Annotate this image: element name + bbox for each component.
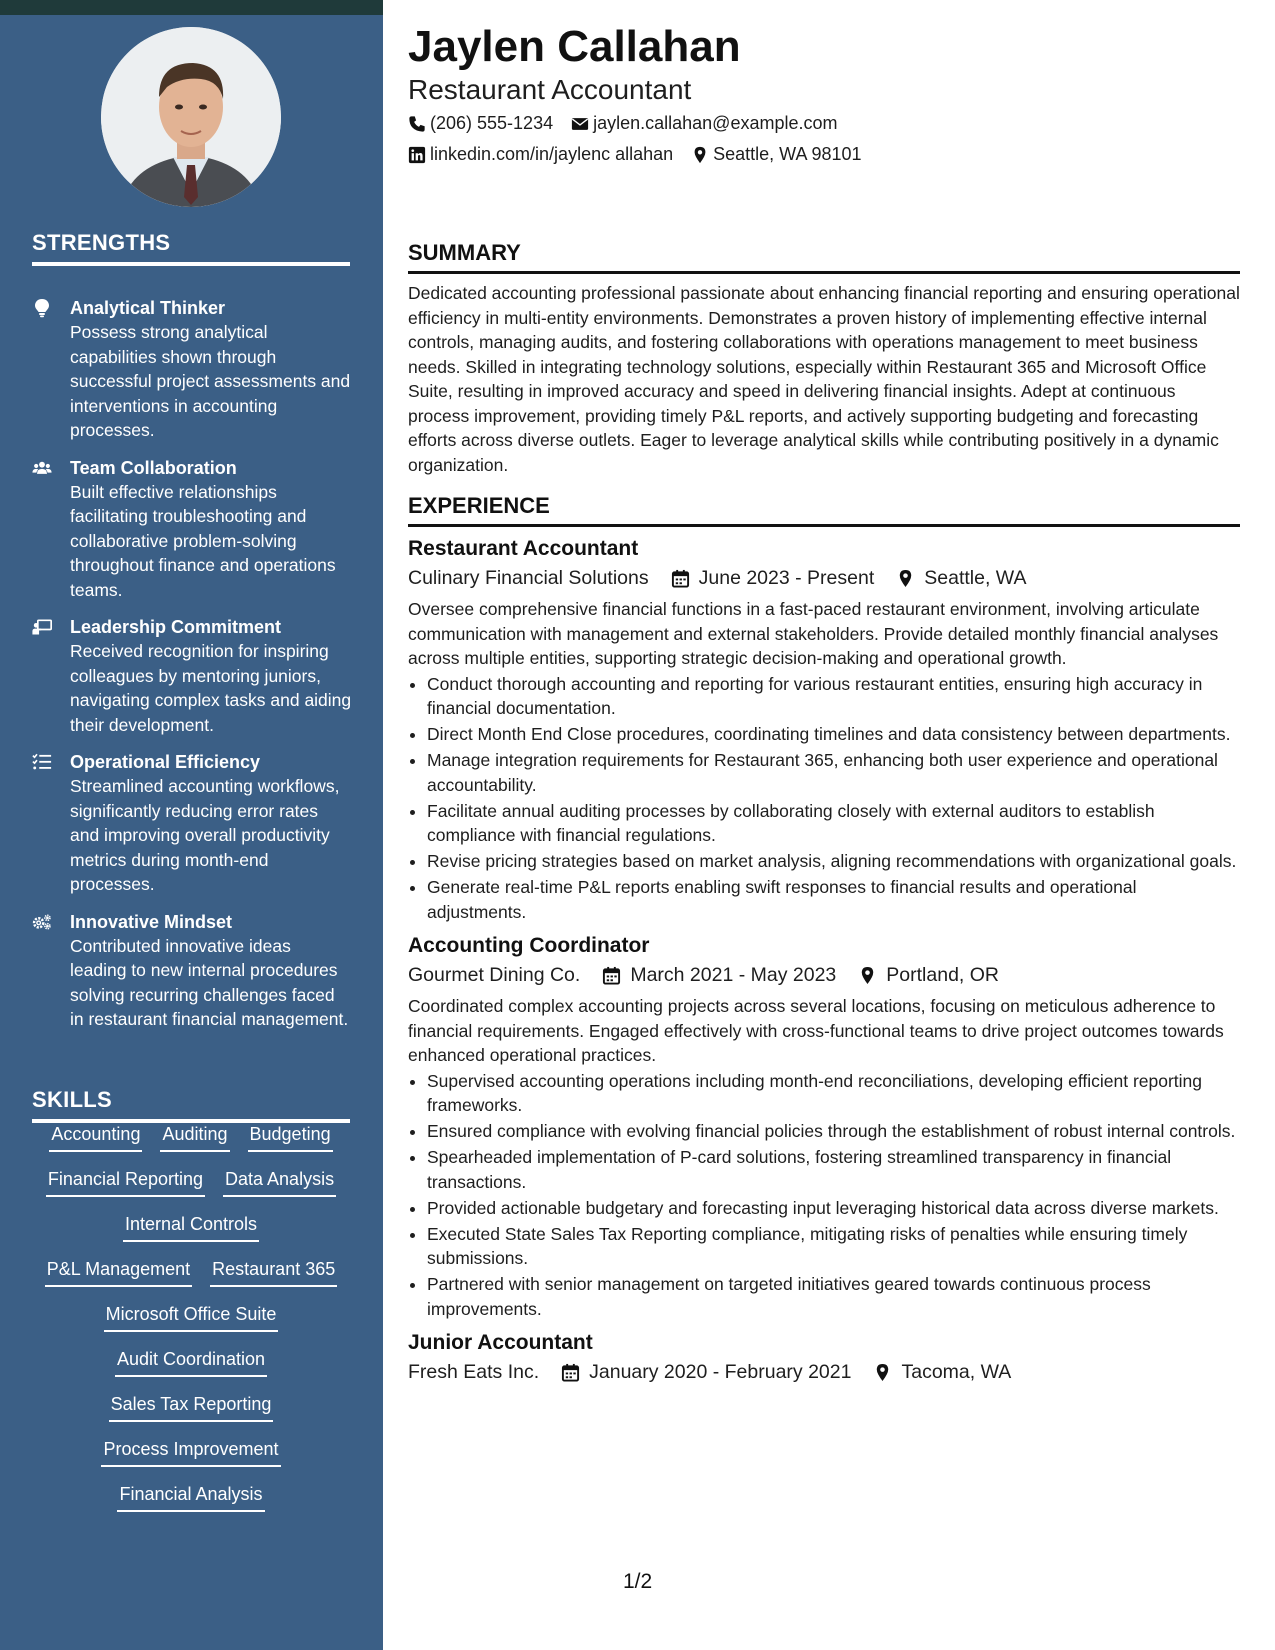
job-title: Accounting Coordinator (408, 934, 650, 957)
map-pin-icon (873, 1363, 892, 1382)
job-description: Oversee comprehensive financial functions in a fast-paced restaurant environment, involving articulate communication with management and external stakeholders. Provide detailed monthly financial analyses across multiple entities, supporting strategic decision-making and operational growth. (408, 599, 1219, 668)
contact-location (691, 144, 861, 165)
job-entry (408, 932, 1240, 1321)
linkedin-icon (408, 146, 426, 164)
phone-number: (206) 555-1234 (430, 113, 554, 133)
experience-heading: EXPERIENCE (408, 493, 1240, 527)
strength-title: Leadership Commitment (70, 617, 282, 637)
job-meta (408, 563, 1240, 593)
job-bullets (408, 1069, 1240, 1322)
job-dates: March 2021 - May 2023 (630, 964, 837, 986)
job-location: Portland, OR (886, 964, 999, 986)
job-bullet: • Provided actionable budgetary and forecasting input leveraging historical data across diverse markets. (427, 1196, 1240, 1221)
candidate-title: Restaurant Accountant (408, 74, 692, 105)
skill-tag: Internal Controls (123, 1212, 259, 1242)
skill-tag: Sales Tax Reporting (109, 1392, 274, 1422)
envelope-icon (571, 115, 589, 133)
job-bullet: • Partnered with senior management on targeted initiatives geared towards continuous process improvements. (427, 1272, 1240, 1321)
strength-item (32, 750, 352, 897)
strength-title: Innovative Mindset (70, 911, 233, 932)
skill-tag: Data Analysis (223, 1167, 336, 1197)
skill-tag: Microsoft Office Suite (104, 1302, 279, 1332)
contact-row (408, 113, 856, 134)
skill-tag: Restaurant 365 (210, 1257, 337, 1287)
map-pin-icon (691, 146, 709, 164)
calendar-icon (671, 569, 690, 588)
skill-tag: Process Improvement (101, 1437, 280, 1467)
strength-item (32, 615, 352, 737)
map-pin-icon (896, 569, 915, 588)
lightbulb-icon (32, 296, 70, 443)
job-location: Tacoma, WA (901, 1361, 1012, 1383)
skill-tag: Audit Coordination (115, 1347, 267, 1377)
job-title: Restaurant Accountant (408, 537, 639, 560)
company-name: Fresh Eats Inc. (408, 1361, 540, 1383)
job-bullet: • Direct Month End Close procedures, coordinating timelines and data consistency between departments. (427, 722, 1240, 747)
job-location: Seattle, WA (924, 567, 1027, 589)
skills-heading: SKILLS (32, 1087, 350, 1123)
experience-section (408, 493, 1240, 1391)
strengths-heading: STRENGTHS (32, 230, 350, 266)
job-bullet: • Ensured compliance with evolving financial policies through the establishment of robust internal controls. (427, 1119, 1240, 1144)
job-bullet: • Executed State Sales Tax Reporting compliance, mitigating risks of penalties while ensuring timely submissions. (427, 1222, 1240, 1271)
job-entry (408, 535, 1240, 924)
strength-description: Built effective relationships facilitating troubleshooting and collaborative problem-solving throughout finance and operations teams. (70, 481, 336, 600)
skill-tag: Budgeting (248, 1122, 333, 1152)
company-name: Gourmet Dining Co. (408, 964, 581, 986)
strength-item (32, 296, 352, 443)
job-meta (408, 1357, 1240, 1387)
job-bullet: • Supervised accounting operations including month-end reconciliations, developing efficient reporting frameworks. (427, 1069, 1240, 1118)
summary-heading: SUMMARY (408, 240, 1240, 274)
job-description: Coordinated complex accounting projects across several locations, focusing on meticulous adherence to financial requirements. Engaged effectively with cross-functional teams to drive project outcomes towards enhanced operational practices. (408, 996, 1224, 1065)
strength-description: Streamlined accounting workflows, significantly reducing error rates and improving overall productivity metrics during month-end processes. (70, 776, 340, 894)
skill-tag: Financial Reporting (46, 1167, 205, 1197)
skill-tag: Auditing (160, 1122, 229, 1152)
map-pin-icon (858, 966, 877, 985)
location-text: Seattle, WA 98101 (713, 144, 862, 164)
job-bullet: • Generate real-time P&L reports enabling swift responses to financial results and operational adjustments. (427, 875, 1240, 924)
job-bullet: • Conduct thorough accounting and reporting for various restaurant entities, ensuring high accuracy in financial documentation. (427, 672, 1240, 721)
job-bullet: • Revise pricing strategies based on market analysis, aligning recommendations with organizational goals. (427, 849, 1240, 874)
sidebar-top-bar (0, 0, 383, 15)
strength-description: Possess strong analytical capabilities shown through successful project assessments and interventions in accounting processes. (70, 322, 351, 440)
list-check-icon (32, 750, 70, 897)
calendar-icon (602, 966, 621, 985)
strength-description: Received recognition for inspiring colleagues by mentoring juniors, navigating complex tasks and aiding their development. (70, 641, 352, 735)
strength-description: Contributed innovative ideas leading to new internal procedures solving recurring challenges faced in restaurant financial management. (70, 935, 349, 1029)
page-number: 1/2 (623, 1570, 653, 1593)
job-bullet: • Manage integration requirements for Restaurant 365, enhancing both user experience and operational accountability. (427, 748, 1240, 797)
skill-tag: Accounting (49, 1122, 142, 1152)
strength-title: Team Collaboration (70, 457, 237, 478)
summary-text: Dedicated accounting professional passionate about enhancing financial reporting and ensuring operational efficiency in multi-entity environments. Demonstrates a proven history of implementing effective internal controls, managing audits, and fostering collaborations with operations management to meet business needs. Skilled in integrating technology solutions, especially within Restaurant 365 and Microsoft Office Suite, resulting in improved accuracy and speed in delivering financial insights. Adept at continuous process improvement, providing timely P&L reports, and actively supporting budgeting and forecasting efforts across diverse outlets. Eager to leverage analytical skills while contributing positively in a dynamic organization. (408, 283, 1240, 475)
job-dates: January 2020 - February 2021 (589, 1361, 852, 1383)
contact-row-2 (408, 144, 880, 165)
contact-phone (408, 113, 553, 134)
skills-list (32, 1122, 350, 1527)
job-dates: June 2023 - Present (698, 567, 875, 589)
linkedin-url: linkedin.com/in/jaylenc allahan (430, 144, 674, 164)
phone-icon (408, 115, 426, 133)
job-entry (408, 1329, 1240, 1387)
strength-item (32, 910, 352, 1032)
profile-photo (101, 27, 281, 207)
strength-title: Operational Efficiency (70, 752, 261, 772)
skill-tag: Financial Analysis (117, 1482, 264, 1512)
sidebar (0, 0, 383, 1650)
strengths-list (32, 296, 352, 1045)
contact-email (571, 113, 837, 134)
gears-icon (32, 910, 70, 1032)
strength-title: Analytical Thinker (70, 298, 226, 318)
skill-tag: P&L Management (45, 1257, 192, 1287)
chalkboard-teacher-icon (32, 615, 70, 737)
job-bullet: • Spearheaded implementation of P-card solutions, fostering streamlined transparency in financial transactions. (427, 1145, 1240, 1194)
strength-item (32, 456, 352, 603)
calendar-icon (561, 1363, 580, 1382)
job-title: Junior Accountant (408, 1331, 593, 1354)
users-icon (32, 456, 70, 603)
contact-linkedin (408, 144, 673, 165)
candidate-name: Jaylen Callahan (408, 22, 741, 71)
email-address: jaylen.callahan@example.com (593, 113, 838, 133)
company-name: Culinary Financial Solutions (408, 567, 649, 589)
summary-section (408, 240, 1240, 477)
job-meta (408, 960, 1240, 990)
job-bullet: • Facilitate annual auditing processes by collaborating closely with external auditors to establish compliance with financial regulations. (427, 799, 1240, 848)
job-bullets (408, 672, 1240, 925)
